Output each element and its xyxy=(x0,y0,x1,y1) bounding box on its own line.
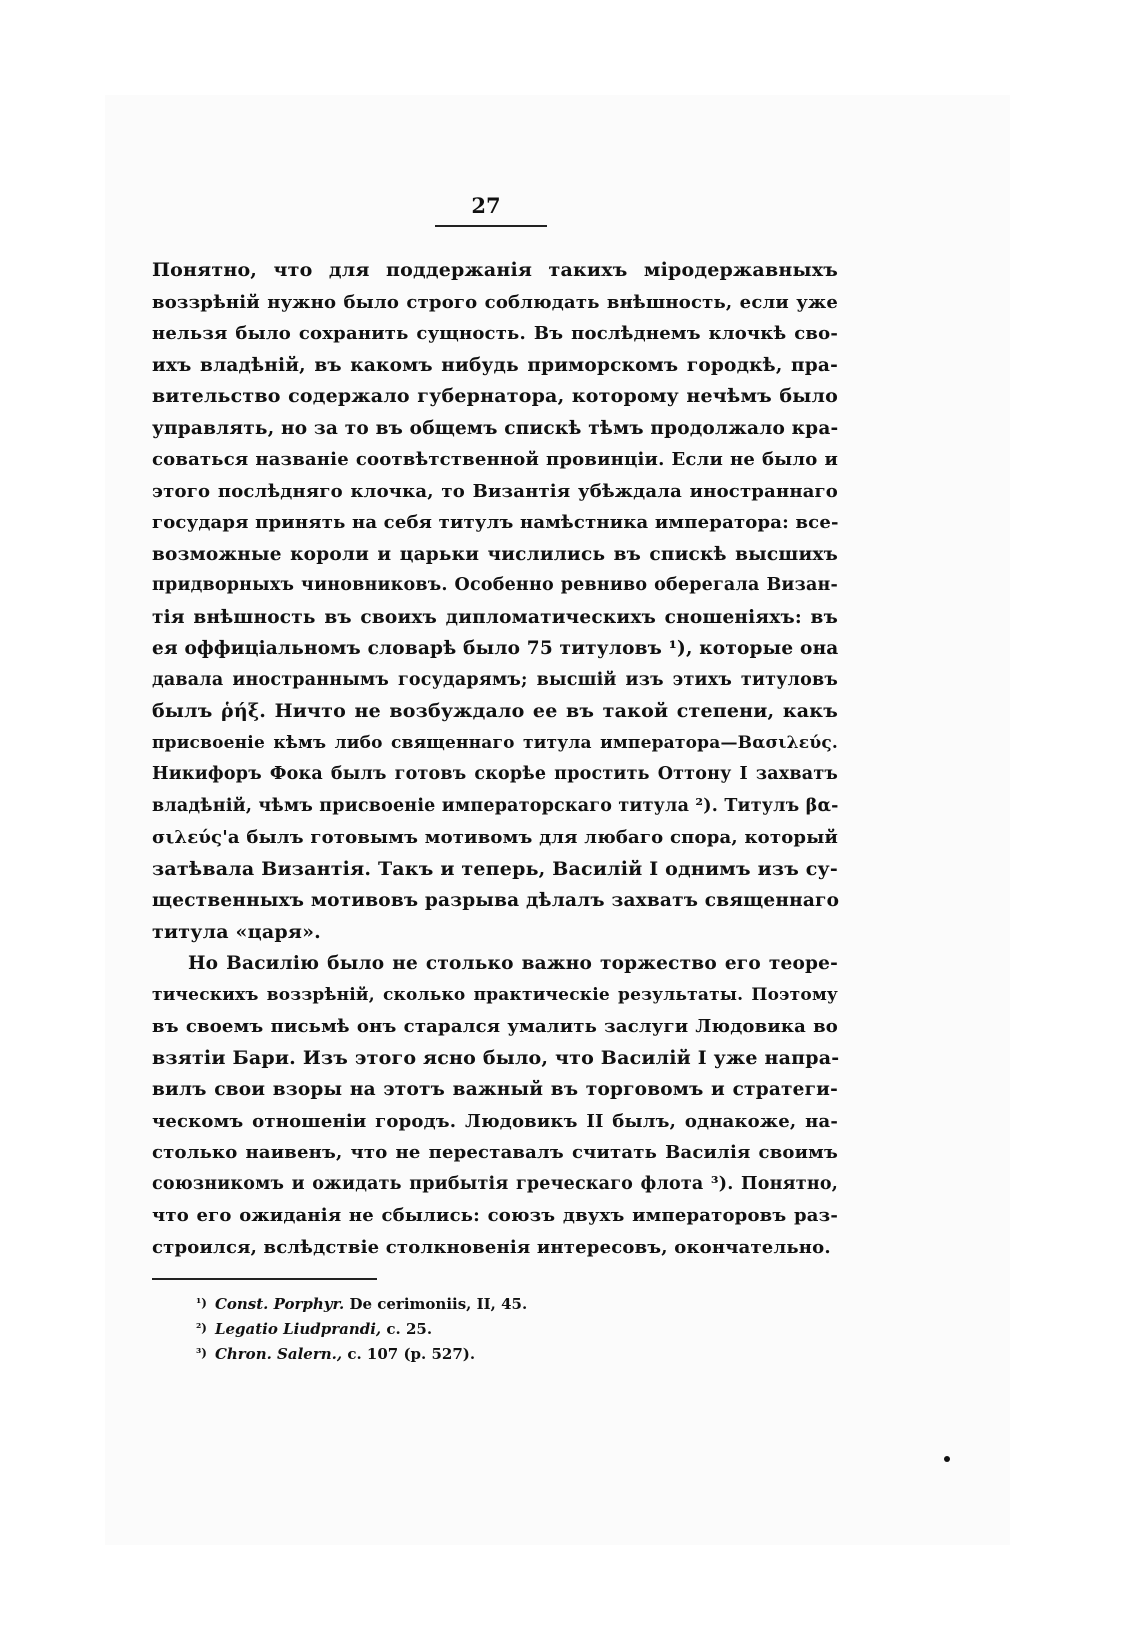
paragraph-start-line: Но Василію было не столько важно торжество его теоре- xyxy=(188,953,838,974)
text-line: взятіи Бари. Изъ этого ясно было, что Василій I уже напра- xyxy=(152,1046,840,1069)
paragraph-end-line: строился, вслѣдствіе столкновенія интересовъ, окончательно. xyxy=(152,1236,831,1258)
footnote-source: Legatio Liudprandi, xyxy=(214,1320,382,1338)
text-line: союзникомъ и ожидать прибытія греческаго флота ³). Понятно, xyxy=(152,1173,838,1194)
text-line: щественныхъ мотивовъ разрыва дѣлалъ захватъ священнаго xyxy=(152,890,840,911)
footnote-source: Const. Porphyr. xyxy=(214,1295,345,1313)
footnotes xyxy=(196,1291,696,1366)
text-line: воззрѣній нужно было строго соблюдать внѣшность, если уже xyxy=(152,291,838,313)
text-line: тическихъ воззрѣній, сколько практическіе результаты. Поэтому xyxy=(152,984,838,1005)
footnote xyxy=(196,1316,696,1341)
footnote-source: Chron. Salern., xyxy=(214,1345,343,1363)
page-number-rule xyxy=(435,225,547,227)
text-line: соваться названіе соотвѣтственной провинціи. Если не было и xyxy=(152,449,838,470)
text-line: что его ожиданія не сбылись: союзъ двухъ императоровъ раз- xyxy=(152,1205,838,1226)
footnote-marker: ¹) xyxy=(196,1296,207,1310)
text-line: нельзя было сохранить сущность. Въ послѣднемъ клочкѣ сво- xyxy=(152,323,838,344)
footnote-marker: ²) xyxy=(196,1321,207,1335)
text-line: придворныхъ чиновниковъ. Особенно ревниво оберегала Визан- xyxy=(152,575,838,595)
footnote xyxy=(196,1291,696,1316)
footnote xyxy=(196,1341,696,1366)
text-line: ческомъ отношеніи городъ. Людовикъ II былъ, однакоже, на- xyxy=(152,1110,838,1132)
footnote-reference: c. 25. xyxy=(386,1320,433,1338)
text-line: давала иностраннымъ государямъ; высшій изъ этихъ титуловъ xyxy=(152,669,838,690)
footnote-marker: ³) xyxy=(196,1346,207,1360)
text-line: вительство содержало губернатора, которому нечѣмъ было xyxy=(152,385,838,407)
text-line: государя принять на себя титулъ намѣстника императора: все- xyxy=(152,512,839,533)
page-number: 27 xyxy=(471,193,501,218)
text-line: владѣній, чѣмъ присвоеніе императорскаго титула ²). Титулъ βα- xyxy=(152,795,839,816)
text-line: былъ ῥήξ. Ничто не возбуждало ее въ такой степени, какъ xyxy=(152,700,838,722)
text-line: возможные короли и царьки числились въ спискѣ высшихъ xyxy=(152,543,838,565)
text-line: σιλεύς'а былъ готовымъ мотивомъ для любаго спора, который xyxy=(152,827,838,848)
text-line: вилъ свои взоры на этотъ важный въ торговомъ и стратеги- xyxy=(152,1079,838,1100)
text-line: этого послѣдняго клочка, то Византія убѣждала иностраннаго xyxy=(152,480,838,502)
body-text xyxy=(152,255,838,1263)
footnote-divider xyxy=(152,1278,377,1280)
text-line: ея оффиціальномъ словарѣ было 75 титуловъ ¹), которые она xyxy=(152,638,839,659)
text-line: присвоеніе кѣмъ либо священнаго титула императора—Βασιλεύς. xyxy=(152,732,838,753)
text-line: въ своемъ письмѣ онъ старался умалить заслуги Людовика во xyxy=(152,1016,838,1037)
text-line: Никифоръ Фока былъ готовъ скорѣе простить Оттону I захватъ xyxy=(152,764,838,784)
footnote-reference: c. 107 (p. 527). xyxy=(347,1345,476,1363)
ink-speck xyxy=(944,1456,950,1462)
text-line: управлять, но за то въ общемъ спискѣ тѣмъ продолжало кра- xyxy=(152,417,839,439)
text-line: тія внѣшность въ своихъ дипломатическихъ сношеніяхъ: въ xyxy=(152,606,838,628)
paragraph-end-line: титула «царя». xyxy=(152,920,321,943)
text-line: столько наивенъ, что не переставалъ считать Василія своимъ xyxy=(152,1142,838,1163)
text-line: ихъ владѣній, въ какомъ нибудь приморскомъ городкѣ, пра- xyxy=(152,354,838,376)
text-line: затѣвала Византія. Такъ и теперь, Василій I однимъ изъ су- xyxy=(152,857,838,880)
footnote-reference: De cerimoniis, II, 45. xyxy=(349,1295,528,1313)
text-line: Понятно, что для поддержанія такихъ міродержавныхъ xyxy=(152,259,838,281)
